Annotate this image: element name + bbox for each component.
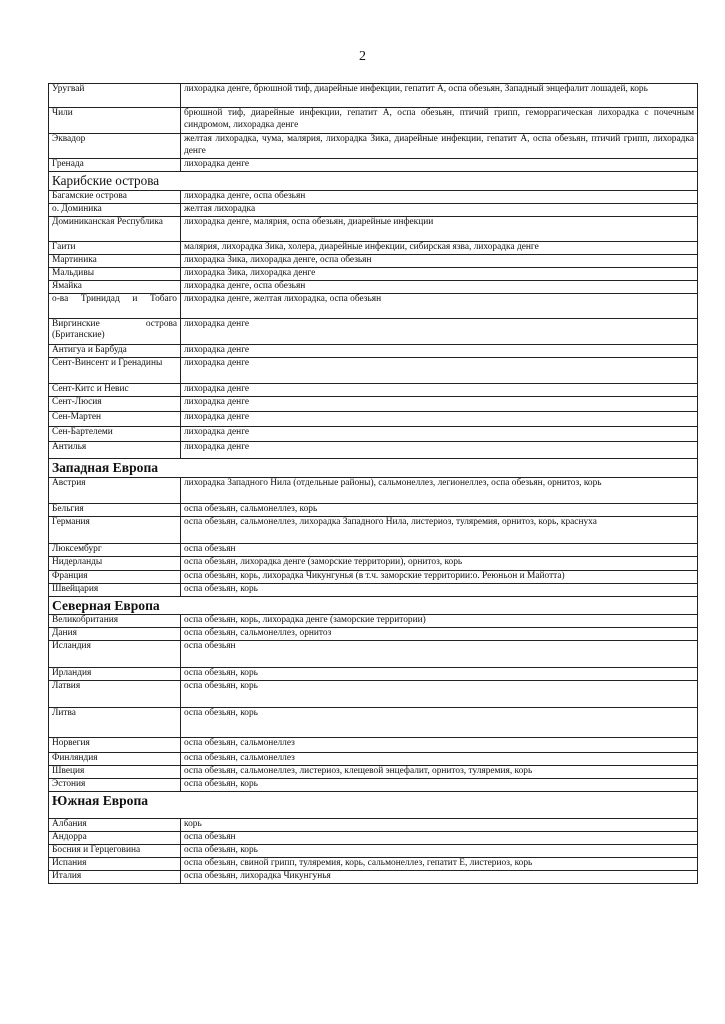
section-title: Карибские острова [49,172,698,191]
section-header-row [49,458,698,477]
country-cell: Дания [49,627,181,640]
diseases-cell: оспа обезьян [181,831,698,844]
table-row [49,516,698,543]
country-cell: Великобритания [49,615,181,628]
table-row [49,241,698,254]
diseases-cell: оспа обезьян, корь [181,680,698,707]
section-header-row [49,596,698,615]
country-cell: Исландия [49,640,181,667]
country-cell: Ирландия [49,667,181,680]
diseases-cell: лихорадка денге [181,344,698,357]
country-cell: Сент-Винсент и Гренадины [49,357,181,383]
diseases-cell: желтая лихорадка [181,203,698,216]
country-cell: Финляндия [49,752,181,765]
country-cell: Антигуа и Барбуда [49,344,181,357]
country-cell: Эквадор [49,134,181,159]
table-row [49,627,698,640]
diseases-cell: лихорадка денге [181,383,698,396]
country-cell: Виргинские острова (Британские) [49,318,181,344]
country-cell: о. Доминика [49,203,181,216]
table-row [49,396,698,411]
table-row [49,667,698,680]
table-row [49,280,698,293]
section-title: Западная Европа [49,458,698,477]
table-row [49,357,698,383]
table-row [49,615,698,628]
diseases-cell: брюшной тиф, диарейные инфекции, гепатит А, оспа обезьян, птичий грипп, геморрагическая лихорадка с почечным синдромом, лихорадка денге [181,108,698,134]
country-cell: Франция [49,570,181,583]
diseases-cell: оспа обезьян, лихорадка Чикунгунья [181,870,698,883]
table-row [49,190,698,203]
diseases-cell: оспа обезьян, сальмонеллез, лихорадка Западного Нила, листериоз, туляремия, орнитоз, корь, краснуха [181,516,698,543]
country-cell: о-ва Тринидад и Тобаго [49,293,181,318]
country-cell: Сент-Китс и Невис [49,383,181,396]
table-row [49,844,698,857]
diseases-cell: лихорадка денге [181,318,698,344]
country-cell: Чили [49,108,181,134]
table-row [49,216,698,241]
table-row [49,570,698,583]
country-cell: Нидерланды [49,556,181,570]
table-row [49,583,698,596]
table-row [49,159,698,172]
country-cell: Албания [49,818,181,831]
diseases-cell: оспа обезьян, корь [181,583,698,596]
diseases-cell: лихорадка денге, оспа обезьян [181,190,698,203]
diseases-cell: оспа обезьян [181,543,698,556]
diseases-cell: лихорадка денге, брюшной тиф, диарейные инфекции, гепатит А, оспа обезьян, Западный энцефалит лошадей, корь [181,84,698,108]
table-row [49,426,698,441]
table-row [49,752,698,765]
table-row [49,254,698,267]
diseases-cell: лихорадка денге, малярия, оспа обезьян, диарейные инфекции [181,216,698,241]
country-cell: Сен-Мартен [49,411,181,426]
diseases-cell: лихорадка денге [181,357,698,383]
diseases-cell: оспа обезьян, лихорадка денге (заморские территории), орнитоз, корь [181,556,698,570]
table-row [49,383,698,396]
country-cell: Литва [49,707,181,737]
country-cell: Австрия [49,477,181,503]
table-row [49,870,698,883]
diseases-cell: оспа обезьян, корь [181,844,698,857]
table-row [49,441,698,458]
table-row [49,737,698,752]
country-cell: Гренада [49,159,181,172]
country-cell: Люксембург [49,543,181,556]
country-cell: Андорра [49,831,181,844]
diseases-cell: малярия, лихорадка Зика, холера, диарейные инфекции, сибирская язва, лихорадка денге [181,241,698,254]
table-row [49,134,698,159]
disease-table [48,83,698,884]
diseases-cell: оспа обезьян, сальмонеллез [181,752,698,765]
table-row [49,640,698,667]
country-cell: Доминиканская Республика [49,216,181,241]
diseases-cell: оспа обезьян, сальмонеллез, орнитоз [181,627,698,640]
table-row [49,293,698,318]
country-cell: Багамские острова [49,190,181,203]
table-row [49,84,698,108]
table-row [49,267,698,280]
country-cell: Эстония [49,778,181,791]
diseases-cell: лихорадка денге, желтая лихорадка, оспа обезьян [181,293,698,318]
table-row [49,203,698,216]
country-cell: Латвия [49,680,181,707]
diseases-cell: оспа обезьян, корь, лихорадка Чикунгунья (в т.ч. заморские территории:о. Реюньон и Майотта) [181,570,698,583]
country-cell: Мартиника [49,254,181,267]
table-row [49,818,698,831]
diseases-cell: лихорадка денге [181,441,698,458]
diseases-cell: лихорадка денге, оспа обезьян [181,280,698,293]
diseases-cell: корь [181,818,698,831]
table-row [49,477,698,503]
country-cell: Мальдивы [49,267,181,280]
page-number: 2 [359,49,366,64]
table-row [49,318,698,344]
diseases-cell: оспа обезьян, корь [181,778,698,791]
diseases-cell: лихорадка денге [181,396,698,411]
diseases-cell: оспа обезьян, сальмонеллез [181,737,698,752]
country-cell: Германия [49,516,181,543]
country-cell: Норвегия [49,737,181,752]
table-row [49,411,698,426]
diseases-cell: желтая лихорадка, чума, малярия, лихорадка Зика, диарейные инфекции, гепатит А, оспа обезьян, птичий грипп, лихорадка денге [181,134,698,159]
diseases-cell: оспа обезьян, сальмонеллез, листериоз, клещевой энцефалит, орнитоз, туляремия, корь [181,765,698,778]
country-cell: Италия [49,870,181,883]
table-row [49,556,698,570]
table-row [49,344,698,357]
diseases-cell: оспа обезьян, корь, лихорадка денге (заморские территории) [181,615,698,628]
diseases-cell: лихорадка Зика, лихорадка денге, оспа обезьян [181,254,698,267]
section-title: Южная Европа [49,791,698,818]
section-header-row [49,172,698,191]
table-row [49,765,698,778]
country-cell: Сен-Бартелеми [49,426,181,441]
diseases-cell: лихорадка Западного Нила (отдельные районы), сальмонеллез, легионеллез, оспа обезьян, орнитоз, корь [181,477,698,503]
country-cell: Уругвай [49,84,181,108]
diseases-cell: лихорадка денге [181,426,698,441]
country-cell: Испания [49,857,181,870]
diseases-cell: оспа обезьян, корь [181,707,698,737]
table-row [49,503,698,516]
country-cell: Босния и Герцеговина [49,844,181,857]
table-row [49,831,698,844]
table-row [49,707,698,737]
diseases-cell: лихорадка Зика, лихорадка денге [181,267,698,280]
country-cell: Швейцария [49,583,181,596]
country-cell: Швеция [49,765,181,778]
diseases-cell: оспа обезьян [181,640,698,667]
table-row [49,778,698,791]
diseases-cell: оспа обезьян, сальмонеллез, корь [181,503,698,516]
diseases-cell: лихорадка денге [181,159,698,172]
table-row [49,857,698,870]
section-header-row [49,791,698,818]
diseases-cell: оспа обезьян, свиной грипп, туляремия, корь, сальмонеллез, гепатит Е, листериоз, корь [181,857,698,870]
diseases-cell: оспа обезьян, корь [181,667,698,680]
country-cell: Сент-Люсия [49,396,181,411]
country-cell: Гаити [49,241,181,254]
country-cell: Ямайка [49,280,181,293]
diseases-cell: лихорадка денге [181,411,698,426]
country-cell: Бельгия [49,503,181,516]
table-row [49,543,698,556]
country-cell: Антилья [49,441,181,458]
section-title: Северная Европа [49,596,698,615]
table-row [49,108,698,134]
table-row [49,680,698,707]
